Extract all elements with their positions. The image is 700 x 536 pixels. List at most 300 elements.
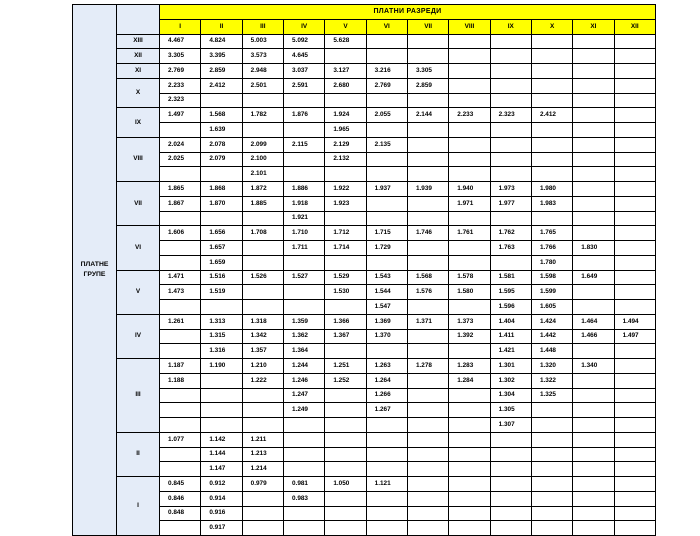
table-row: [73, 447, 656, 462]
table-cell: [407, 432, 448, 447]
table-cell: 1.249: [283, 403, 324, 418]
table-cell: 1.357: [242, 344, 283, 359]
table-cell: 2.115: [283, 137, 324, 152]
table-cell: [407, 373, 448, 388]
table-cell: 1.307: [490, 418, 531, 433]
table-cell: [614, 108, 655, 123]
table-cell: 1.568: [201, 108, 242, 123]
table-cell: [325, 403, 366, 418]
table-row: [73, 388, 656, 403]
table-cell: 1.144: [201, 447, 242, 462]
table-cell: [490, 432, 531, 447]
table-cell: [490, 521, 531, 536]
table-cell: [366, 506, 407, 521]
table-cell: 1.214: [242, 462, 283, 477]
table-cell: [449, 432, 490, 447]
table-cell: [449, 152, 490, 167]
table-cell: 1.710: [283, 226, 324, 241]
table-cell: [449, 300, 490, 315]
table-cell: 1.404: [490, 314, 531, 329]
table-cell: [614, 78, 655, 93]
table-cell: [490, 462, 531, 477]
table-cell: [614, 462, 655, 477]
table-cell: [366, 49, 407, 64]
table-cell: 1.526: [242, 270, 283, 285]
table-row: [73, 152, 656, 167]
table-cell: [573, 255, 614, 270]
table-cell: [490, 255, 531, 270]
table-cell: 1.187: [160, 359, 201, 374]
table-cell: 0.848: [160, 506, 201, 521]
table-cell: [614, 521, 655, 536]
table-cell: 2.412: [201, 78, 242, 93]
column-header: I: [160, 19, 201, 34]
table-cell: [573, 196, 614, 211]
table-cell: 1.411: [490, 329, 531, 344]
table-cell: 3.216: [366, 64, 407, 79]
table-cell: [531, 521, 572, 536]
table-cell: [407, 255, 448, 270]
table-cell: 1.464: [573, 314, 614, 329]
table-cell: 1.121: [366, 477, 407, 492]
table-cell: 2.769: [366, 78, 407, 93]
table-cell: [573, 211, 614, 226]
table-cell: 2.100: [242, 152, 283, 167]
table-cell: [366, 432, 407, 447]
table-cell: [283, 521, 324, 536]
table-cell: 4.645: [283, 49, 324, 64]
table-row: [73, 137, 656, 152]
column-header: II: [201, 19, 242, 34]
table-cell: 1.266: [366, 388, 407, 403]
table-cell: [449, 211, 490, 226]
table-cell: [614, 270, 655, 285]
table-cell: [449, 78, 490, 93]
table-cell: 1.322: [531, 373, 572, 388]
cut-off-text: [70, 0, 630, 3]
group-label: I: [117, 477, 160, 536]
table-cell: 1.304: [490, 388, 531, 403]
table-cell: [242, 521, 283, 536]
table-cell: 1.921: [283, 211, 324, 226]
table-cell: 1.213: [242, 447, 283, 462]
table-cell: [283, 418, 324, 433]
table-cell: 1.606: [160, 226, 201, 241]
table-cell: 2.323: [160, 93, 201, 108]
table-cell: 1.267: [366, 403, 407, 418]
table-cell: 1.305: [490, 403, 531, 418]
table-cell: 2.233: [160, 78, 201, 93]
table-cell: 1.782: [242, 108, 283, 123]
table-cell: [160, 255, 201, 270]
table-cell: [407, 521, 448, 536]
table-cell: [160, 521, 201, 536]
table-row: [73, 123, 656, 138]
table-cell: 1.424: [531, 314, 572, 329]
table-cell: 2.132: [325, 152, 366, 167]
table-cell: 1.367: [325, 329, 366, 344]
table-cell: [614, 137, 655, 152]
table-cell: [325, 211, 366, 226]
table-cell: 2.501: [242, 78, 283, 93]
table-cell: [531, 137, 572, 152]
table-cell: [573, 123, 614, 138]
table-cell: [614, 477, 655, 492]
table-cell: 1.188: [160, 373, 201, 388]
table-cell: 2.079: [201, 152, 242, 167]
table-cell: [449, 506, 490, 521]
table-body: [73, 5, 656, 536]
table-cell: 1.392: [449, 329, 490, 344]
table-cell: 1.529: [325, 270, 366, 285]
table-cell: [573, 491, 614, 506]
table-row: [73, 270, 656, 285]
table-cell: [531, 432, 572, 447]
table-cell: 1.263: [366, 359, 407, 374]
table-row: [73, 285, 656, 300]
table-cell: 1.147: [201, 462, 242, 477]
table-cell: 1.473: [160, 285, 201, 300]
table-cell: 1.530: [325, 285, 366, 300]
table-cell: [573, 388, 614, 403]
table-cell: [490, 211, 531, 226]
table-row: [73, 255, 656, 270]
table-cell: [614, 373, 655, 388]
table-cell: [325, 344, 366, 359]
table-cell: 1.421: [490, 344, 531, 359]
table-cell: 1.867: [160, 196, 201, 211]
table-cell: [573, 285, 614, 300]
table-cell: 1.870: [201, 196, 242, 211]
table-cell: 1.762: [490, 226, 531, 241]
group-label: V: [117, 270, 160, 314]
table-cell: [573, 418, 614, 433]
table-row: [73, 521, 656, 536]
table-cell: [366, 196, 407, 211]
table-cell: [614, 123, 655, 138]
table-cell: [160, 300, 201, 315]
table-cell: 1.278: [407, 359, 448, 374]
table-cell: 2.078: [201, 137, 242, 152]
table-cell: 0.846: [160, 491, 201, 506]
group-label: VI: [117, 226, 160, 270]
table-cell: 1.284: [449, 373, 490, 388]
table-cell: [490, 167, 531, 182]
table-row: [73, 462, 656, 477]
table-cell: [531, 491, 572, 506]
table-cell: 1.595: [490, 285, 531, 300]
table-cell: [242, 285, 283, 300]
table-cell: 1.142: [201, 432, 242, 447]
table-cell: [573, 182, 614, 197]
column-header: V: [325, 19, 366, 34]
table-cell: 1.244: [283, 359, 324, 374]
table-cell: [407, 300, 448, 315]
table-cell: 1.342: [242, 329, 283, 344]
column-header: VII: [407, 19, 448, 34]
table-cell: 1.302: [490, 373, 531, 388]
table-cell: [325, 521, 366, 536]
table-cell: [490, 447, 531, 462]
table-cell: [614, 152, 655, 167]
table-cell: [366, 462, 407, 477]
table-cell: 1.494: [614, 314, 655, 329]
table-cell: [366, 418, 407, 433]
table-cell: [531, 167, 572, 182]
table-cell: 1.318: [242, 314, 283, 329]
table-cell: [573, 462, 614, 477]
table-cell: 1.659: [201, 255, 242, 270]
table-cell: 1.527: [283, 270, 324, 285]
table-cell: 2.099: [242, 137, 283, 152]
table-title: ПЛАТНИ РАЗРЕДИ: [160, 5, 656, 20]
table-cell: 1.576: [407, 285, 448, 300]
column-header: IX: [490, 19, 531, 34]
table-cell: 0.916: [201, 506, 242, 521]
table-cell: [283, 255, 324, 270]
table-cell: [490, 34, 531, 49]
table-cell: 1.923: [325, 196, 366, 211]
table-cell: [201, 211, 242, 226]
group-label: VII: [117, 182, 160, 226]
table-cell: [614, 196, 655, 211]
table-cell: [573, 344, 614, 359]
table-row: [73, 196, 656, 211]
table-cell: 1.578: [449, 270, 490, 285]
table-cell: 0.914: [201, 491, 242, 506]
table-cell: 1.340: [573, 359, 614, 374]
table-row: [73, 93, 656, 108]
table-row: [73, 403, 656, 418]
table-cell: [407, 152, 448, 167]
table-cell: [407, 93, 448, 108]
table-cell: [614, 93, 655, 108]
table-cell: [614, 418, 655, 433]
table-cell: 2.859: [407, 78, 448, 93]
table-cell: 1.657: [201, 241, 242, 256]
table-cell: 1.050: [325, 477, 366, 492]
table-cell: [573, 93, 614, 108]
table-cell: [614, 64, 655, 79]
table-cell: [449, 403, 490, 418]
table-cell: [407, 241, 448, 256]
table-cell: [614, 344, 655, 359]
table-cell: 1.581: [490, 270, 531, 285]
table-cell: 1.544: [366, 285, 407, 300]
table-cell: 1.715: [366, 226, 407, 241]
table-row: [73, 359, 656, 374]
table-cell: 1.448: [531, 344, 572, 359]
table-cell: [573, 108, 614, 123]
table-cell: 1.252: [325, 373, 366, 388]
table-cell: 1.924: [325, 108, 366, 123]
table-cell: [490, 78, 531, 93]
table-row: [73, 211, 656, 226]
table-cell: 1.320: [531, 359, 572, 374]
table-row: [73, 314, 656, 329]
table-cell: [573, 64, 614, 79]
table-cell: [449, 255, 490, 270]
table-cell: 1.649: [573, 270, 614, 285]
table-cell: [573, 49, 614, 64]
table-cell: [242, 418, 283, 433]
table-cell: [366, 255, 407, 270]
table-cell: [407, 329, 448, 344]
table-cell: [160, 123, 201, 138]
table-cell: 1.977: [490, 196, 531, 211]
table-cell: [160, 167, 201, 182]
table-cell: 1.876: [283, 108, 324, 123]
table-cell: 3.395: [201, 49, 242, 64]
table-cell: [407, 403, 448, 418]
group-label: IX: [117, 108, 160, 138]
table-cell: [283, 167, 324, 182]
table-cell: 2.024: [160, 137, 201, 152]
table-cell: [407, 344, 448, 359]
table-cell: [366, 491, 407, 506]
column-header: VI: [366, 19, 407, 34]
table-cell: [366, 167, 407, 182]
table-cell: [160, 211, 201, 226]
table-cell: [490, 123, 531, 138]
table-cell: [242, 388, 283, 403]
table-cell: 1.830: [573, 241, 614, 256]
group-label: IV: [117, 314, 160, 358]
table-cell: [449, 123, 490, 138]
table-row: [73, 226, 656, 241]
table-cell: [283, 93, 324, 108]
table-cell: [490, 506, 531, 521]
table-cell: [242, 93, 283, 108]
table-cell: [449, 462, 490, 477]
table-cell: [283, 506, 324, 521]
table-cell: 2.769: [160, 64, 201, 79]
table-cell: 1.714: [325, 241, 366, 256]
table-cell: [573, 300, 614, 315]
table-cell: [407, 477, 448, 492]
table-cell: 1.359: [283, 314, 324, 329]
table-cell: [531, 49, 572, 64]
table-cell: [449, 418, 490, 433]
table-cell: [325, 506, 366, 521]
table-cell: 5.003: [242, 34, 283, 49]
group-label: III: [117, 359, 160, 433]
table-cell: [366, 211, 407, 226]
table-cell: [407, 491, 448, 506]
table-cell: [573, 226, 614, 241]
table-cell: 1.543: [366, 270, 407, 285]
table-cell: 1.886: [283, 182, 324, 197]
table-cell: 4.824: [201, 34, 242, 49]
table-cell: 1.497: [614, 329, 655, 344]
table-cell: 3.037: [283, 64, 324, 79]
table-cell: 3.305: [407, 64, 448, 79]
table-row: [73, 300, 656, 315]
table-cell: 1.868: [201, 182, 242, 197]
table-cell: [614, 241, 655, 256]
column-header: XII: [614, 19, 655, 34]
table-cell: [283, 462, 324, 477]
table-cell: 1.939: [407, 182, 448, 197]
group-label: X: [117, 78, 160, 108]
table-cell: [160, 418, 201, 433]
table-cell: [614, 300, 655, 315]
table-cell: 2.101: [242, 167, 283, 182]
table-cell: [242, 300, 283, 315]
table-row: [73, 182, 656, 197]
table-cell: [201, 373, 242, 388]
table-cell: [325, 93, 366, 108]
table-cell: 1.466: [573, 329, 614, 344]
table-cell: [201, 403, 242, 418]
table-cell: 2.144: [407, 108, 448, 123]
table-cell: [531, 34, 572, 49]
table-cell: [614, 359, 655, 374]
table-cell: [325, 418, 366, 433]
table-cell: [614, 226, 655, 241]
table-cell: [573, 78, 614, 93]
table-cell: 1.763: [490, 241, 531, 256]
table-cell: 1.325: [531, 388, 572, 403]
table-cell: [407, 49, 448, 64]
table-cell: [449, 49, 490, 64]
side-label: ПЛАТНЕ ГРУПЕ: [80, 261, 109, 278]
table-cell: [407, 447, 448, 462]
table-cell: [490, 152, 531, 167]
table-cell: [531, 152, 572, 167]
table-cell: [490, 477, 531, 492]
table-cell: 1.568: [407, 270, 448, 285]
group-label: II: [117, 432, 160, 476]
table-cell: 1.712: [325, 226, 366, 241]
table-cell: 0.845: [160, 477, 201, 492]
table-row: [73, 432, 656, 447]
table-cell: 1.246: [283, 373, 324, 388]
table-cell: [160, 388, 201, 403]
table-cell: 0.912: [201, 477, 242, 492]
table-cell: [531, 78, 572, 93]
table-cell: [573, 137, 614, 152]
table-row: [73, 64, 656, 79]
table-row: [73, 167, 656, 182]
column-header: III: [242, 19, 283, 34]
table-cell: [242, 506, 283, 521]
table-cell: 1.983: [531, 196, 572, 211]
table-cell: [614, 388, 655, 403]
table-cell: [614, 49, 655, 64]
table-cell: 4.467: [160, 34, 201, 49]
table-cell: [283, 152, 324, 167]
table-cell: [449, 93, 490, 108]
table-cell: 1.373: [449, 314, 490, 329]
table-cell: [325, 300, 366, 315]
table-cell: 1.708: [242, 226, 283, 241]
table-cell: [573, 447, 614, 462]
table-cell: 3.305: [160, 49, 201, 64]
table-row: [73, 49, 656, 64]
table-cell: [283, 123, 324, 138]
table-cell: 1.596: [490, 300, 531, 315]
table-cell: [366, 123, 407, 138]
table-cell: 1.922: [325, 182, 366, 197]
table-cell: [449, 521, 490, 536]
table-cell: 1.519: [201, 285, 242, 300]
table-row: [73, 78, 656, 93]
table-cell: 1.766: [531, 241, 572, 256]
table-cell: 1.937: [366, 182, 407, 197]
table-cell: 1.599: [531, 285, 572, 300]
table-cell: [407, 211, 448, 226]
